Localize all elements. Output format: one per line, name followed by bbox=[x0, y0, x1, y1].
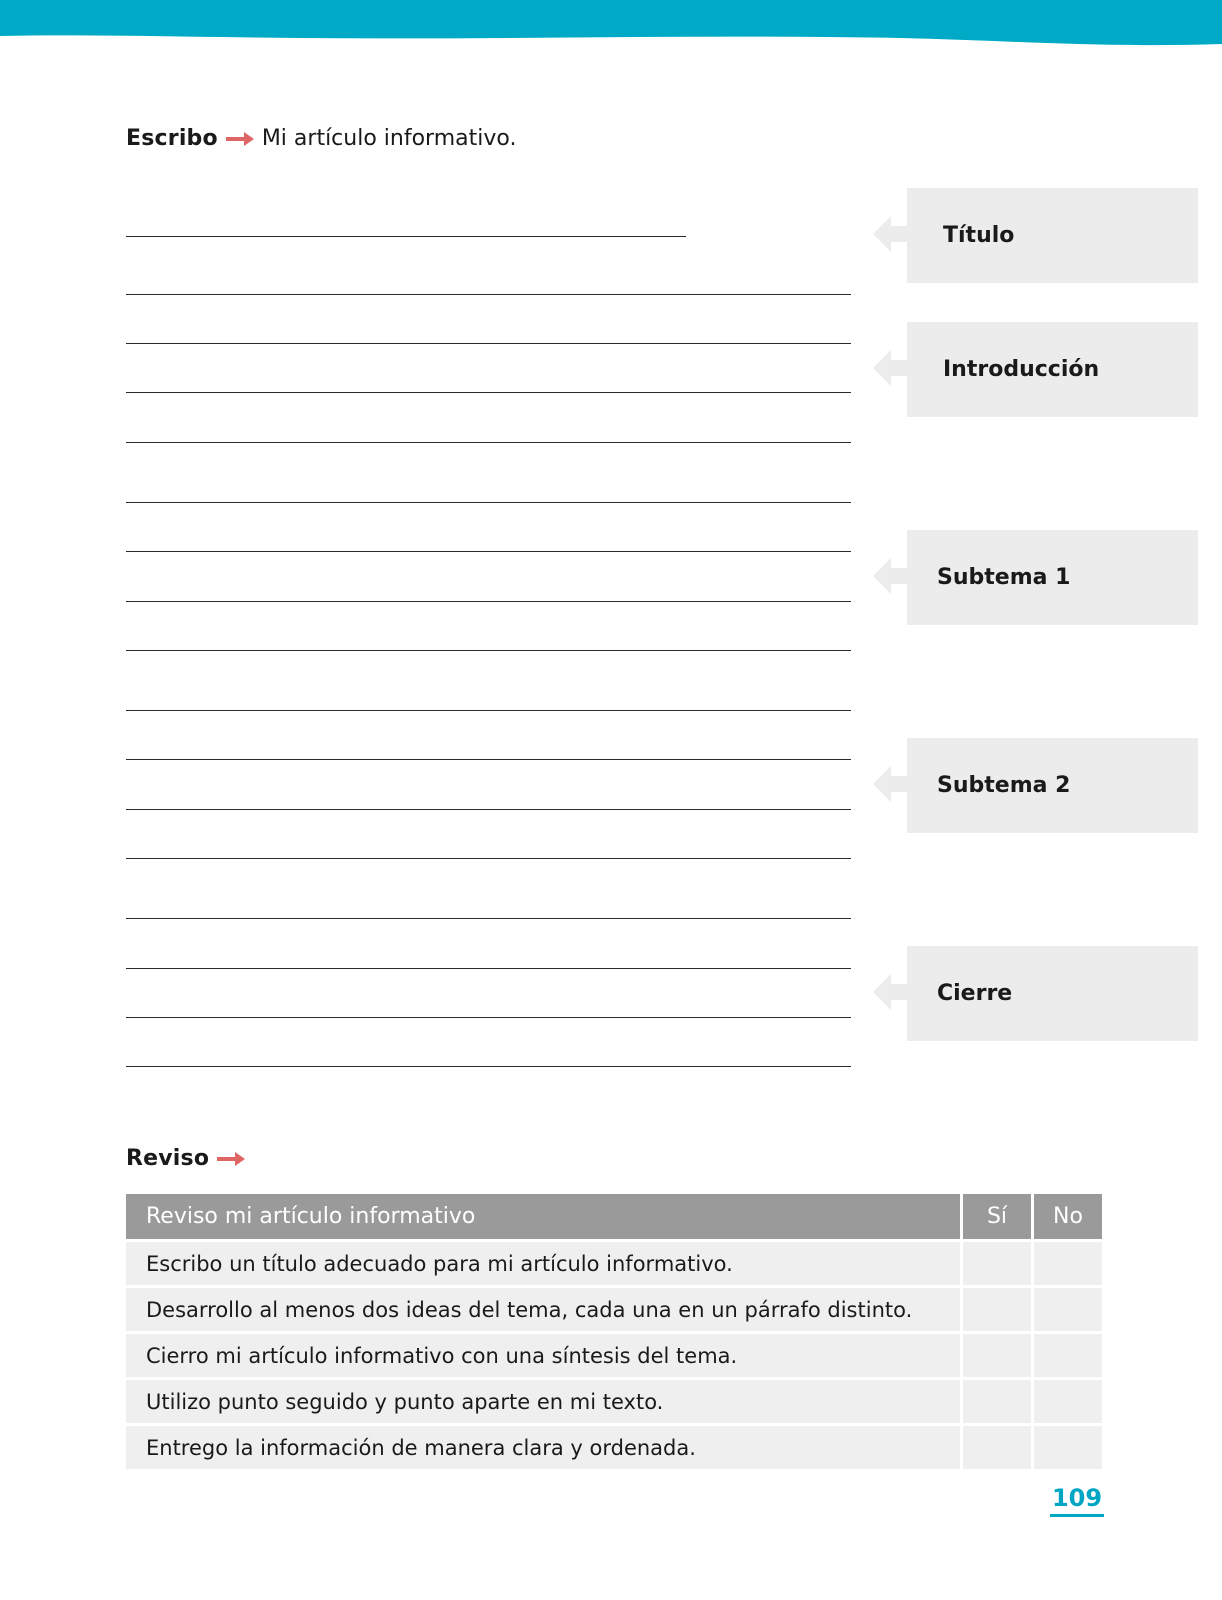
writing-line[interactable] bbox=[126, 710, 851, 711]
no-checkbox-cell[interactable] bbox=[1034, 1331, 1102, 1377]
writing-line[interactable] bbox=[126, 759, 851, 760]
table-row bbox=[126, 1331, 1102, 1377]
title-writing-line[interactable] bbox=[126, 236, 686, 237]
table-header-row bbox=[126, 1194, 1102, 1239]
review-heading bbox=[126, 1146, 253, 1171]
writing-line[interactable] bbox=[126, 918, 851, 919]
writing-line[interactable] bbox=[126, 968, 851, 969]
tag-label: Subtema 1 bbox=[937, 565, 1071, 590]
writing-line[interactable] bbox=[126, 809, 851, 810]
checklist-item: Escribo un título adecuado para mi artículo informativo. bbox=[126, 1239, 963, 1285]
structure-tag-title bbox=[907, 188, 1198, 283]
structure-tag-subtopic-1 bbox=[907, 530, 1198, 625]
column-header-question: Reviso mi artículo informativo bbox=[126, 1194, 963, 1239]
yes-checkbox-cell[interactable] bbox=[963, 1377, 1034, 1423]
writing-line[interactable] bbox=[126, 1017, 851, 1018]
writing-line[interactable] bbox=[126, 551, 851, 552]
checklist-item: Entrego la información de manera clara y ordenada. bbox=[126, 1423, 963, 1469]
arrow-left-icon bbox=[873, 764, 909, 804]
arrow-right-icon bbox=[226, 132, 254, 146]
writing-line[interactable] bbox=[126, 343, 851, 344]
arrow-left-icon bbox=[873, 214, 909, 254]
structure-tag-closing bbox=[907, 946, 1198, 1041]
yes-checkbox-cell[interactable] bbox=[963, 1239, 1034, 1285]
checklist-item: Utilizo punto seguido y punto aparte en mi texto. bbox=[126, 1377, 963, 1423]
yes-checkbox-cell[interactable] bbox=[963, 1423, 1034, 1469]
checklist-item: Cierro mi artículo informativo con una síntesis del tema. bbox=[126, 1331, 963, 1377]
column-header-yes: Sí bbox=[963, 1194, 1034, 1239]
table-row bbox=[126, 1285, 1102, 1331]
column-header-no: No bbox=[1034, 1194, 1102, 1239]
tag-label: Introducción bbox=[943, 357, 1100, 382]
no-checkbox-cell[interactable] bbox=[1034, 1285, 1102, 1331]
write-label: Escribo bbox=[126, 126, 218, 151]
writing-line[interactable] bbox=[126, 650, 851, 651]
no-checkbox-cell[interactable] bbox=[1034, 1377, 1102, 1423]
structure-tag-subtopic-2 bbox=[907, 738, 1198, 833]
yes-checkbox-cell[interactable] bbox=[963, 1285, 1034, 1331]
arrow-left-icon bbox=[873, 556, 909, 596]
tag-label: Cierre bbox=[937, 981, 1013, 1006]
structure-tag-introduction bbox=[907, 322, 1198, 417]
arrow-right-icon bbox=[217, 1152, 245, 1166]
writing-line[interactable] bbox=[126, 392, 851, 393]
no-checkbox-cell[interactable] bbox=[1034, 1239, 1102, 1285]
review-checklist-table bbox=[126, 1194, 1102, 1469]
tag-label: Título bbox=[943, 223, 1015, 248]
writing-line[interactable] bbox=[126, 502, 851, 503]
table-row bbox=[126, 1239, 1102, 1285]
table-row bbox=[126, 1423, 1102, 1469]
write-subtitle: Mi artículo informativo. bbox=[261, 126, 517, 151]
arrow-left-icon bbox=[873, 972, 909, 1012]
arrow-left-icon bbox=[873, 348, 909, 388]
yes-checkbox-cell[interactable] bbox=[963, 1331, 1034, 1377]
table-row bbox=[126, 1377, 1102, 1423]
writing-line[interactable] bbox=[126, 858, 851, 859]
writing-line[interactable] bbox=[126, 442, 851, 443]
write-heading bbox=[126, 126, 516, 151]
no-checkbox-cell[interactable] bbox=[1034, 1423, 1102, 1469]
page-number: 109 bbox=[1050, 1484, 1104, 1517]
header-wave-band bbox=[0, 0, 1222, 60]
writing-line[interactable] bbox=[126, 1066, 851, 1067]
tag-label: Subtema 2 bbox=[937, 773, 1071, 798]
checklist-item: Desarrollo al menos dos ideas del tema, cada una en un párrafo distinto. bbox=[126, 1285, 963, 1331]
review-label: Reviso bbox=[126, 1146, 210, 1171]
writing-line[interactable] bbox=[126, 294, 851, 295]
writing-line[interactable] bbox=[126, 601, 851, 602]
